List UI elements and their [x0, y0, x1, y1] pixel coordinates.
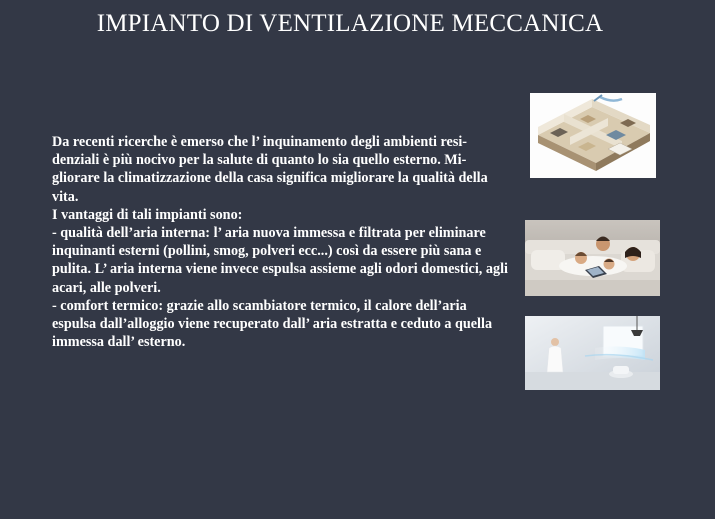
page-title: IMPIANTO DI VENTILAZIONE MECCANICA: [96, 10, 604, 37]
intro-paragraph: Da recenti ricerche è emerso che l’ inquinamento degli ambienti resi-denziali è più nocivo per la salute di quanto lo sia quello esterno. Mi-gliorare la climatizzazione della casa significa migliorare la qualità della vita.: [52, 134, 488, 205]
body-text: [52, 133, 514, 351]
advantage-air-quality: - qualità dell’aria interna: l’ aria nuova immessa e filtrata per eliminare inquinanti esterni (pollini, smog, polveri ecc...) così da essere più sana e pulita. L’ aria interna viene invece espulsa assieme agli odori domestici, agli acari, alle polveri.: [52, 225, 508, 296]
house-cutaway-image: [530, 93, 656, 178]
advantage-thermal-comfort: - comfort termico: grazie allo scambiatore termico, il calore dell’aria espulsa dall’alloggio viene recuperato dall’ aria estratta e ceduto a quella immessa dall’ esterno.: [52, 297, 493, 351]
family-sofa-image: [525, 220, 660, 296]
advantages-heading: I vantaggi di tali impianti sono:: [52, 206, 243, 223]
ventilated-room-image: [525, 316, 660, 390]
